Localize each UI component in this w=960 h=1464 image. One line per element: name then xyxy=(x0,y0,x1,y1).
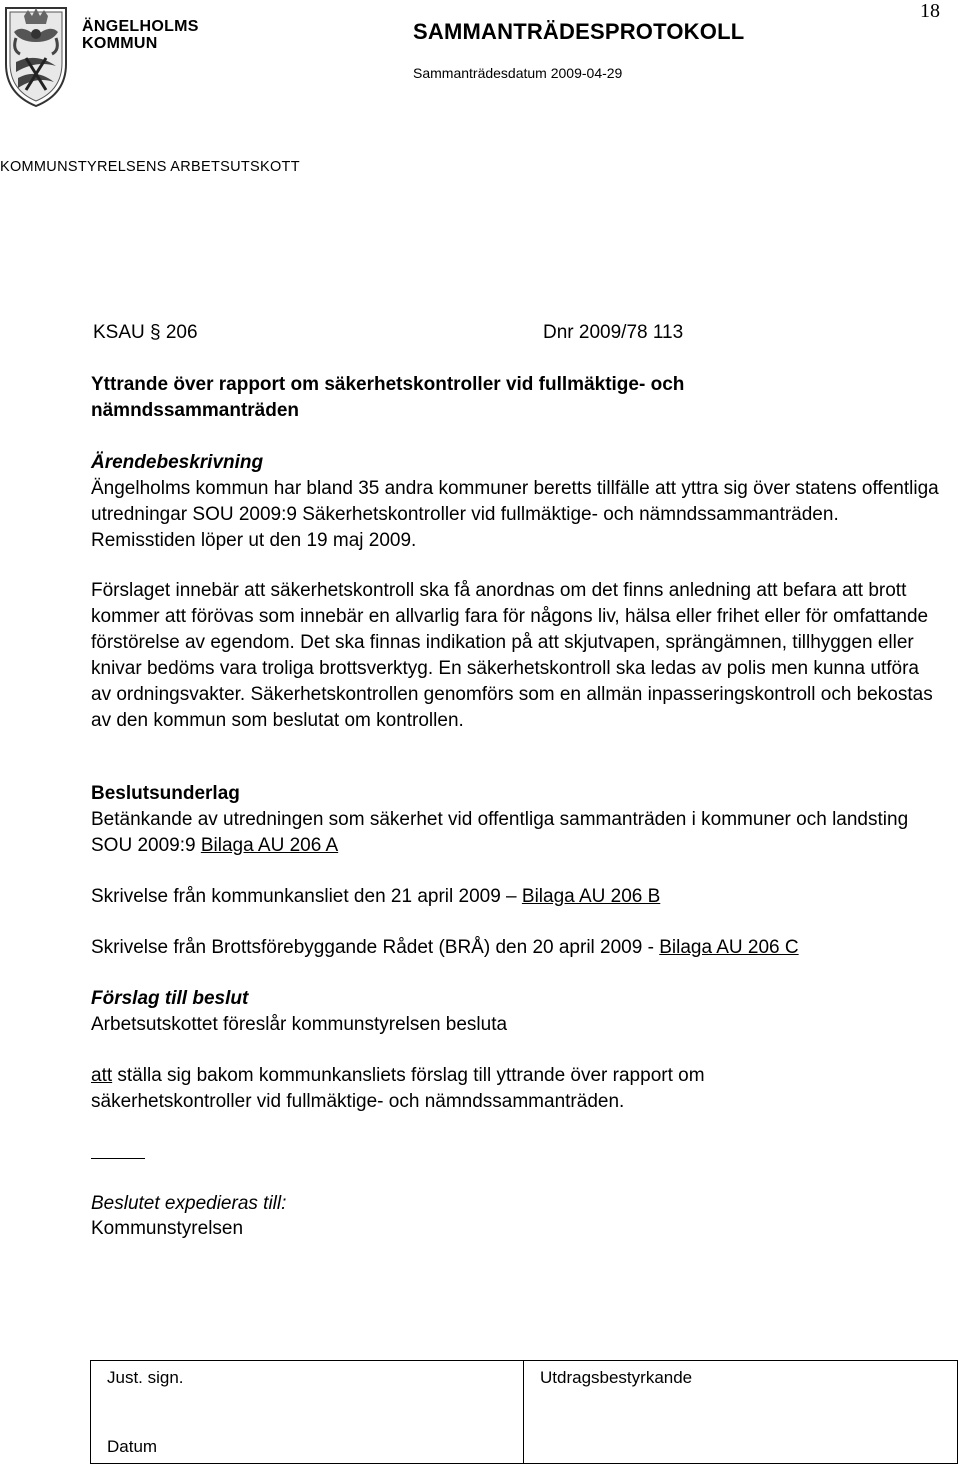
att-text: ställa sig bakom kommunkansliets förslag till yttrande över rapport om säkerhetskontroller vid fullmäktige- och nämndssammanträden. xyxy=(91,1065,705,1112)
proposal-heading: Förslag till beslut xyxy=(91,988,249,1009)
logo-text-line1: ÄNGELHOLMS xyxy=(82,18,199,35)
basis-item-3-text: Skrivelse från Brottsförebyggande Rådet (BRÅ) den 20 april 2009 - xyxy=(91,937,660,958)
basis-item-1-text: Betänkande av utredningen som säkerhet vid offentliga sammanträden i kommuner och landsting SOU 2009:9 xyxy=(91,809,909,856)
basis-item-2-text: Skrivelse från kommunkansliet den 21 april 2009 – xyxy=(91,886,522,907)
signature-cell-certification xyxy=(524,1361,958,1464)
description-heading: Ärendebeskrivning xyxy=(91,452,264,473)
coat-of-arms-icon xyxy=(2,2,70,110)
page-number: 18 xyxy=(920,0,940,22)
basis-item-1 xyxy=(91,807,941,859)
dispatch-recipient: Kommunstyrelsen xyxy=(91,1218,244,1239)
municipality-logo xyxy=(2,2,70,110)
document-title: SAMMANTRÄDESPROTOKOLL xyxy=(413,19,745,44)
committee-name: KOMMUNSTYRELSENS ARBETSUTSKOTT xyxy=(0,159,300,175)
case-diary-number: Dnr 2009/78 113 xyxy=(543,322,684,343)
dispatch-heading: Beslutet expedieras till: xyxy=(91,1193,287,1214)
proposal-intro: Arbetsutskottet föreslår kommunstyrelsen besluta xyxy=(91,1014,508,1035)
case-title-line2: nämndssammanträden xyxy=(91,400,300,421)
attachment-link-b[interactable]: Bilaga AU 206 B xyxy=(521,886,661,907)
just-sign-label: Just. sign. xyxy=(107,1368,184,1387)
att-word: att xyxy=(91,1065,113,1086)
signature-cell-justering xyxy=(91,1361,524,1464)
logo-text-line2: KOMMUN xyxy=(82,35,158,52)
certification-label: Utdragsbestyrkande xyxy=(540,1368,693,1387)
description-paragraph-2: Förslaget innebär att säkerhetskontroll ska få anordnas om det finns anledning att befara att brott kommer att förövas som innebär en allvarlig fara för någons liv, hälsa eller frihet eller för omfattande förstörelse av egendom. Det ska finnas indikation på att skjutvapen, sprängämnen, tillhyggen eller knivar bedöms vara troliga brottsverktyg. En säkerhetskontroll ska ledas av polis men kunna utföra av ordningsvakter. Säkerhetskontrollen genomförs som en allmän inpasseringskontroll och bekostas av den kommun som beslutat om kontrollen. xyxy=(91,580,933,731)
separator-rule xyxy=(91,1158,145,1159)
logo-wordmark xyxy=(82,18,199,52)
case-title-line1: Yttrande över rapport om säkerhetskontroller vid fullmäktige- och xyxy=(91,374,685,395)
basis-item-3 xyxy=(91,935,951,961)
basis-heading: Beslutsunderlag xyxy=(91,783,240,804)
attachment-link-a[interactable]: Bilaga AU 206 A xyxy=(200,835,339,856)
description-paragraph-1: Ängelholms kommun har bland 35 andra kommuner beretts tillfälle att yttra sig över statens offentliga utredningar SOU 2009:9 Säkerhetskontroller vid fullmäktige- och nämndssammanträden. Remisstiden löper ut den 19 maj 2009. xyxy=(91,478,939,551)
attachment-link-c[interactable]: Bilaga AU 206 C xyxy=(659,937,799,958)
case-title xyxy=(91,372,951,424)
proposal-decision xyxy=(91,1063,851,1115)
meeting-date: Sammanträdesdatum 2009-04-29 xyxy=(413,65,623,81)
basis-item-2 xyxy=(91,884,951,910)
signature-table xyxy=(90,1360,958,1464)
case-paragraph-number: KSAU § 206 xyxy=(93,322,198,343)
date-label: Datum xyxy=(107,1437,158,1456)
